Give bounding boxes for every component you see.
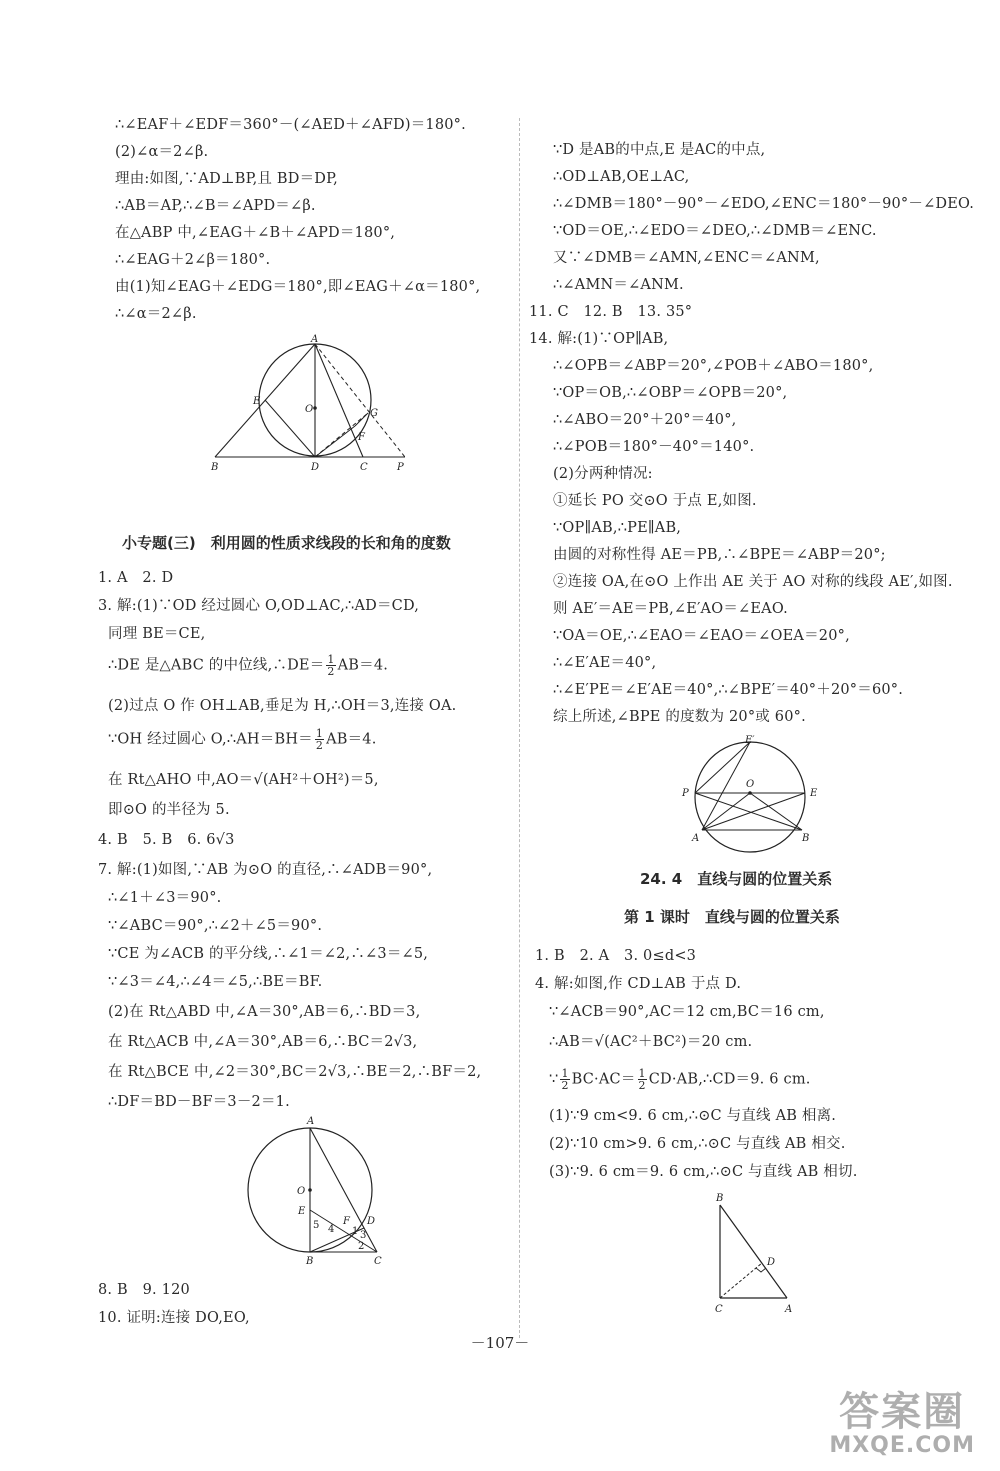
text-segment: ∴DE 是△ABC 的中位线,∴DE＝ [108, 657, 325, 674]
text-line: (2)在 Rt△ABD 中,∠A＝30°,AB＝6,∴BD＝3, [108, 1004, 421, 1020]
text-line: ∴∠AMN＝∠ANM. [553, 277, 684, 293]
fig2-label: E [298, 1206, 306, 1217]
text-line: ∴∠ABO＝20°＋20°＝40°, [553, 412, 737, 428]
fraction-denominator: 2 [638, 1079, 646, 1092]
text-line: ②连接 OA,在⊙O 上作出 AE 关于 AO 对称的线段 AE′,如图. [553, 574, 953, 590]
fig2-label: F [343, 1216, 350, 1227]
fig2-label: A [307, 1116, 315, 1127]
text-line: 理由:如图,∵AD⊥BP,且 BD＝DP, [115, 171, 338, 187]
fraction [315, 728, 324, 751]
text-line: ∴∠POB＝180°－40°＝140°. [553, 439, 755, 455]
text-line: 由(1)知∠EAG＋∠EDG＝180°,即∠EAG＋∠α＝180°, [115, 279, 481, 295]
fig3-label: B [802, 833, 810, 844]
watermark-logo [829, 1390, 975, 1458]
text-line: ∵∠ACB＝90°,AC＝12 cm,BC＝16 cm, [549, 1004, 825, 1020]
text-line: 3. 解:(1)∵OD 经过圆心 O,OD⊥AC,∴AD＝CD, [98, 598, 420, 614]
fig4-label: D [767, 1257, 776, 1268]
text-line: (2)分两种情况: [553, 466, 653, 482]
geometry-figure-3 [670, 735, 835, 860]
text-line: ①延长 PO 交⊙O 于点 E,如图. [553, 493, 757, 509]
text-line: 在 Rt△AHO 中,AO＝√(AH²＋OH²)＝5, [108, 772, 379, 788]
text-line: (2)∵10 cm>9. 6 cm,∴⊙C 与直线 AB 相交. [549, 1136, 846, 1152]
text-line: ∴AB＝√(AC²＋BC²)＝20 cm. [549, 1034, 753, 1050]
text-line: 11. C 12. B 13. 35° [529, 304, 693, 320]
fraction-numerator: 1 [638, 1067, 646, 1080]
fig1-label: B [211, 462, 219, 473]
text-line: ∵CE 为∠ACB 的平分线,∴∠1＝∠2,∴∠3＝∠5, [108, 946, 429, 962]
text-line: 10. 证明:连接 DO,EO, [98, 1310, 250, 1326]
fig3-label: O [746, 779, 755, 790]
fraction-denominator: 2 [315, 739, 324, 752]
section-title: 24. 4 直线与圆的位置关系 [640, 870, 833, 888]
fig3-label: A [692, 833, 700, 844]
text-line: 14. 解:(1)∵OP∥AB, [529, 331, 669, 347]
text-segment: BC·AC＝ [571, 1071, 636, 1088]
fraction-numerator: 1 [315, 727, 324, 740]
fig3-label: P [682, 788, 689, 799]
fig2-label: C [374, 1256, 382, 1267]
fig2-label: 2 [358, 1241, 365, 1252]
text-line: 即⊙O 的半径为 5. [108, 802, 230, 818]
text-line: 则 AE′＝AE＝PB,∠E′AO＝∠EAO. [553, 601, 788, 617]
text-line: ∵OA＝OE,∴∠EAO＝∠EAO＝∠OEA＝20°, [553, 628, 850, 644]
text-segment: ∵ [549, 1071, 559, 1088]
text-line: ∵D 是AB的中点,E 是AC的中点, [553, 142, 766, 158]
fig2-label: D [367, 1216, 376, 1227]
text-line: ∴OD⊥AB,OE⊥AC, [553, 169, 690, 185]
fig1-label: D [311, 462, 320, 473]
text-line: ∴∠EAF＋∠EDF＝360°－(∠AED＋∠AFD)＝180°. [115, 117, 466, 133]
fig4-label: B [716, 1193, 724, 1204]
text-line: ∵OP∥AB,∴PE∥AB, [553, 520, 682, 536]
text-line: 由圆的对称性得 AE＝PB,∴∠BPE＝∠ABP＝20°; [553, 547, 886, 563]
text-line: 7. 解:(1)如图,∵AB 为⊙O 的直径,∴∠ADB＝90°, [98, 862, 433, 878]
fraction-denominator: 2 [327, 665, 335, 678]
text-line: 综上所述,∠BPE 的度数为 20°或 60°. [553, 709, 806, 725]
text-line: ∴AB＝AP,∴∠B＝∠APD＝∠β. [115, 198, 316, 214]
text-line: ∴∠1＋∠3＝90°. [108, 890, 222, 906]
text-line: 1. A 2. D [98, 570, 174, 586]
fig3-label: E [810, 788, 818, 799]
section-subtitle: 第 1 课时 直线与圆的位置关系 [624, 908, 840, 926]
fig1-label: O [305, 404, 314, 415]
text-segment: AB＝4. [337, 657, 389, 674]
fraction-denominator: 2 [561, 1079, 569, 1092]
text-line: 8. B 9. 120 [98, 1282, 190, 1298]
geometry-figure-4 [705, 1190, 810, 1320]
watermark-logo-url: MXQE.COM [829, 1433, 975, 1458]
text-line: 又∵∠DMB＝∠AMN,∠ENC＝∠ANM, [553, 250, 820, 266]
fig1-label: P [397, 462, 404, 473]
text-line: ∴∠α＝2∠β. [115, 306, 197, 322]
text-line: 4. 解:如图,作 CD⊥AB 于点 D. [535, 976, 742, 992]
fraction-numerator: 1 [561, 1067, 569, 1080]
text-line: ∴∠EAG＋2∠β＝180°. [115, 252, 271, 268]
text-line: 同理 BE＝CE, [108, 626, 206, 642]
text-line: ∴DF＝BD－BF＝3－2＝1. [108, 1094, 290, 1110]
text-segment: ∵OH 经过圆心 O,∴AH＝BH＝ [108, 731, 313, 748]
fig4-label: C [715, 1304, 723, 1315]
fig1-label: E [253, 396, 261, 407]
text-line: 在 Rt△ACB 中,∠A＝30°,AB＝6,∴BC＝2√3, [108, 1034, 418, 1050]
text-line: 在△ABP 中,∠EAG＋∠B＋∠APD＝180°, [115, 225, 396, 241]
column-divider [519, 118, 520, 1338]
fig2-label: 1 [352, 1226, 359, 1237]
fig1-label: C [360, 462, 368, 473]
fraction [560, 1068, 569, 1091]
text-line: (2)∠α＝2∠β. [115, 144, 209, 160]
text-line: (1)∵9 cm<9. 6 cm,∴⊙C 与直线 AB 相离. [549, 1108, 837, 1124]
text-line: ∴∠E′PE＝∠E′AE＝40°,∴∠BPE′＝40°＋20°＝60°. [553, 682, 904, 698]
text-line [108, 654, 388, 677]
text-line: ∵∠ABC＝90°,∴∠2＋∠5＝90°. [108, 918, 323, 934]
section-title: 小专题(三) 利用圆的性质求线段的长和角的度数 [122, 534, 451, 552]
page-number: －107－ [470, 1334, 530, 1352]
fig2-label: 4 [328, 1224, 335, 1235]
text-line: 4. B 5. B 6. 6√3 [98, 832, 235, 848]
text-segment: CD·AB,∴CD＝9. 6 cm. [648, 1071, 811, 1088]
text-line: ∴∠DMB＝180°－90°－∠EDO,∠ENC＝180°－90°－∠DEO. [553, 196, 975, 212]
text-line: 在 Rt△BCE 中,∠2＝30°,BC＝2√3,∴BE＝2,∴BF＝2, [108, 1064, 482, 1080]
fig1-label: A [311, 334, 319, 345]
geometry-figure-1 [205, 330, 425, 480]
fig1-label: F [358, 432, 365, 443]
geometry-figure-2 [240, 1110, 400, 1270]
text-line: ∴∠OPB＝∠ABP＝20°,∠POB＋∠ABO＝180°, [553, 358, 874, 374]
fraction [638, 1068, 647, 1091]
fig1-label: G [370, 408, 378, 419]
text-line: ∴∠E′AE＝40°, [553, 655, 657, 671]
fig2-label: 3 [360, 1230, 367, 1241]
text-segment: AB＝4. [326, 731, 377, 748]
fig4-label: A [785, 1304, 793, 1315]
text-line: (3)∵9. 6 cm＝9. 6 cm,∴⊙C 与直线 AB 相切. [549, 1164, 858, 1180]
text-line [549, 1068, 811, 1091]
text-line: ∵OP＝OB,∴∠OBP＝∠OPB＝20°, [553, 385, 788, 401]
text-line [108, 728, 377, 751]
text-line: (2)过点 O 作 OH⊥AB,垂足为 H,∴OH＝3,连接 OA. [108, 698, 457, 714]
text-line: ∵OD＝OE,∴∠EDO＝∠DEO,∴∠DMB＝∠ENC. [553, 223, 877, 239]
watermark-logo-text: 答案圈 [839, 1389, 966, 1435]
text-line: 1. B 2. A 3. 0≤d<3 [535, 948, 697, 964]
fig2-label: 5 [313, 1220, 320, 1231]
fig3-label: E′ [745, 735, 755, 746]
text-line: ∵∠3＝∠4,∴∠4＝∠5,∴BE＝BF. [108, 974, 323, 990]
fig2-label: O [297, 1186, 306, 1197]
fraction [326, 654, 335, 677]
fig2-label: B [306, 1256, 314, 1267]
fraction-numerator: 1 [327, 653, 335, 666]
